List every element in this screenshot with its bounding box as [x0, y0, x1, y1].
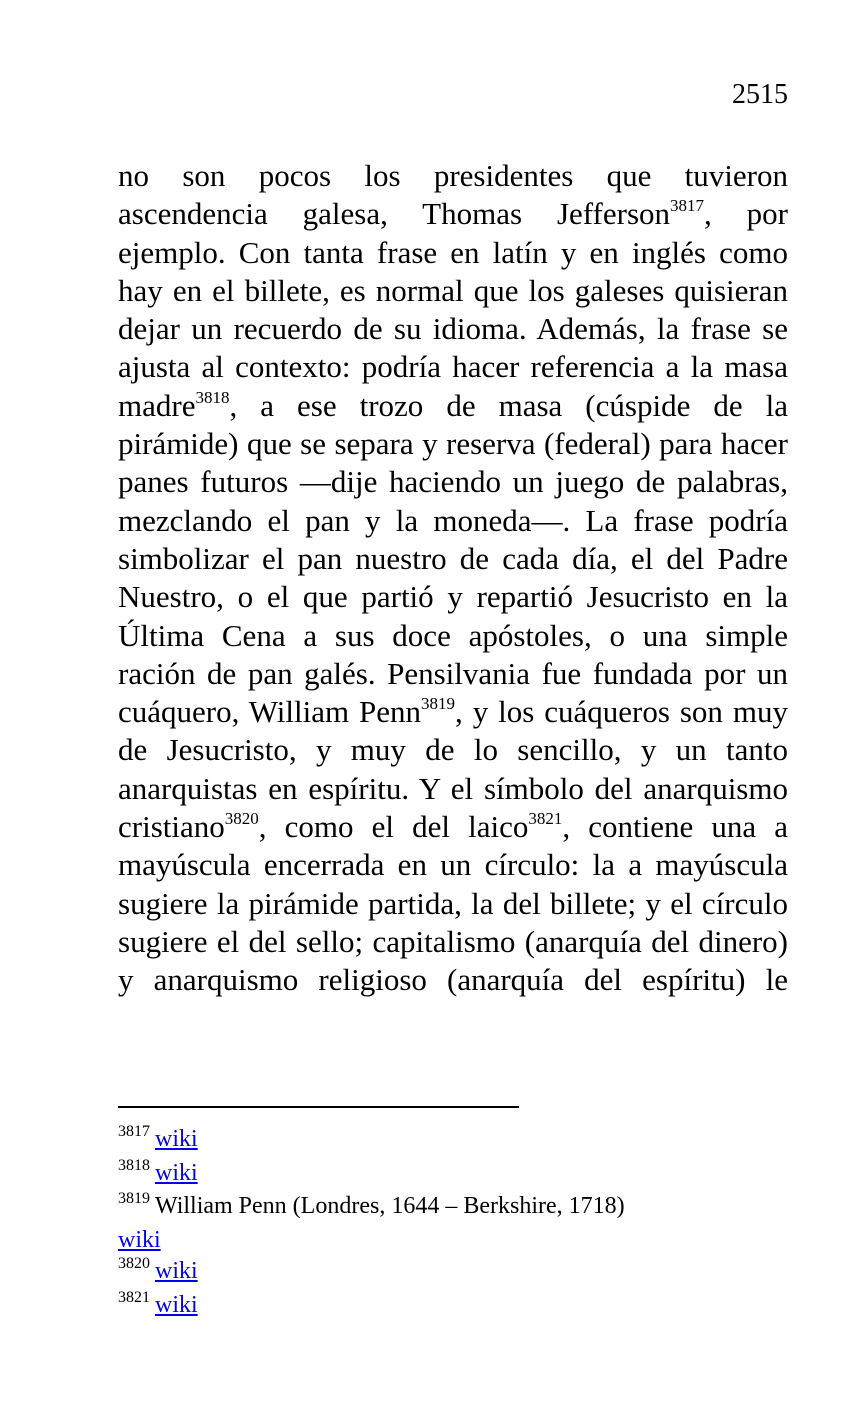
footnote-item: [118, 1256, 798, 1290]
footnote-ref-3819[interactable]: 3819: [421, 694, 456, 714]
page-number: 2515: [732, 79, 788, 110]
footnote-wiki-link[interactable]: wiki: [118, 1226, 161, 1253]
footnotes-list: [118, 1124, 798, 1323]
footnote-wiki-link[interactable]: wiki: [155, 1126, 198, 1152]
body-paragraph: [118, 157, 788, 1000]
footnote-number: 3821: [118, 1288, 150, 1306]
footnote-wiki-link[interactable]: wiki: [155, 1159, 198, 1186]
body-text-segment: no son pocos los presidentes que tuvieron ascendencia galesa, Thomas Jefferson: [118, 158, 788, 232]
body-text-segment: , como el del laico: [258, 809, 529, 845]
body-text-segment: , contiene una a mayúscula encerrada en un círculo: la a mayúscula sugiere la pirámide partida, la del billete; y el círculo sugiere el del sello; capitalismo (anarquía del dinero) y anarquismo religioso (anarquía del espíritu) le: [118, 809, 788, 998]
body-text-segment: , y los cuáqueros son muy de Jesucristo, y muy de lo sencillo, y un tanto anarquistas en espíritu. Y el símbolo del anarquismo cristiano: [118, 694, 788, 845]
footnote-number: 3819: [118, 1190, 150, 1207]
footnote-wiki-link[interactable]: wiki: [155, 1258, 198, 1284]
footnote-ref-3817[interactable]: 3817: [670, 196, 705, 216]
footnote-item-continuation: [118, 1225, 798, 1257]
footnote-number: 3817: [118, 1123, 150, 1140]
body-text-segment: , por ejemplo. Con tanta frase en latín y en inglés como hay en el billete, es normal que los galeses quisieran dejar un recuerdo de su idioma. Además, la frase se ajusta al contexto: podría hacer referencia a la masa madre: [118, 196, 788, 423]
body-text-segment: , a ese trozo de masa (cúspide de la pirámide) que se separa y reserva (federal) para hacer panes futuros ―dije haciendo un juego de palabras, mezclando el pan y la moneda―. La frase podría simbolizar el pan nuestro de cada día, el del Padre Nuestro, o el que partió y repartió Jesucristo en la Última Cena a sus doce apóstoles, o una simple ración de pan galés. Pensilvania fue fundada por un cuáquero, William Penn: [118, 387, 788, 730]
footnote-ref-3820[interactable]: 3820: [224, 809, 259, 829]
footnote-text: William Penn (Londres, 1644 – Berkshire, 1718): [155, 1193, 625, 1219]
footnote-item: [118, 1191, 798, 1225]
footnote-number: 3818: [118, 1156, 150, 1174]
footnote-separator: [118, 1106, 519, 1108]
footnote-wiki-link[interactable]: wiki: [155, 1291, 198, 1318]
footnote-item: [118, 1124, 798, 1158]
footnote-ref-3818[interactable]: 3818: [195, 387, 230, 407]
footnote-ref-3821[interactable]: 3821: [528, 809, 563, 829]
footnote-item: [118, 1158, 798, 1192]
footnote-number: 3820: [118, 1255, 150, 1272]
footnote-item: [118, 1290, 798, 1324]
